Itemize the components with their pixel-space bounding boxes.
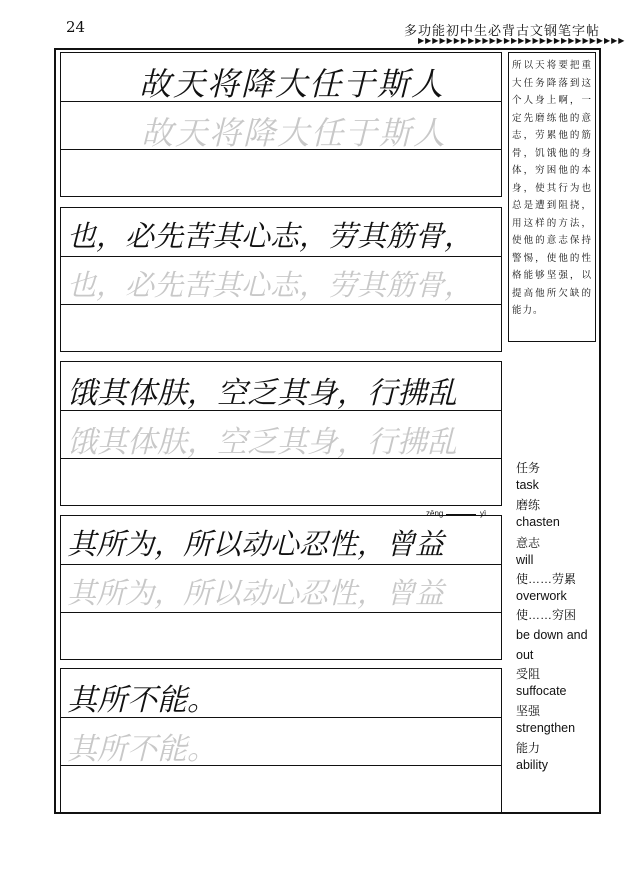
calligraphy-line-5: 其所不能。 [67,683,217,718]
practice-block-2 [60,207,502,352]
pinyin-zeng: zēng [426,509,444,518]
arrow-strip: ▶▶▶▶▶▶▶▶▶▶▶▶▶▶▶▶▶▶▶▶▶▶▶▶▶▶▶▶▶ [418,36,626,45]
practice-row-blank [61,612,501,659]
vocab-en: strengthen [516,721,576,735]
practice-block-4 [60,515,502,660]
vocab-item [516,534,600,567]
vocab-zh: 使……劳累 [516,572,577,586]
practice-row-ghost [61,564,501,612]
calligraphy-line-3: 饿其体肤，空乏其身，行拂乱 [67,376,457,411]
ghost-line-5: 其所不能。 [67,732,217,767]
vocab-item [516,606,600,665]
vocab-item [516,496,600,529]
calligraphy-line-1: 故天将降大任于斯人 [139,65,446,103]
practice-row-blank [61,765,501,812]
vocab-zh: 能力 [516,741,541,755]
ghost-line-3: 饿其体肤，空乏其身，行拂乱 [67,425,457,460]
vocab-item [516,665,600,698]
translation-box [508,52,596,342]
ghost-line-1: 故天将降大任于斯人 [141,114,448,152]
vocab-en: chasten [516,515,560,529]
practice-row-ghost [61,101,501,152]
book-title: 多功能初中生必背古文钢笔字帖 [403,24,600,39]
practice-row-ghost [61,717,501,765]
ghost-line-2: 也，必先苦其心志，劳其筋骨， [67,268,474,302]
practice-row-dark [61,208,501,256]
vocab-zh: 使……穷困 [516,608,577,622]
practice-row-dark [61,669,501,717]
practice-row-dark [61,362,501,410]
translation-text: 所以天将要把重大任务降落到这个人身上啊，一定先磨练他的意志，劳累他的筋骨，饥饿他的身体，穷困他的本身，使其行为也总是遭到阻挠，用这样的方法，使他的意志保持警惕，使他的性格能够坚强，以提高他所欠缺的能力。 [512,60,592,316]
vocab-en: ability [516,758,548,772]
calligraphy-line-2: 也，必先苦其心志，劳其筋骨， [67,219,474,253]
vocab-zh: 任务 [516,461,541,475]
calligraphy-line-4: 其所为，所以动心忍性，曾益 [67,527,445,561]
page-number: 24 [66,18,86,36]
practice-row-blank [61,304,501,351]
practice-block-5 [60,668,502,813]
vocab-en: be down and out [516,628,588,662]
ghost-line-4: 其所为，所以动心忍性，曾益 [67,576,445,610]
vocab-zh: 意志 [516,536,541,550]
vocab-zh: 磨练 [516,498,541,512]
vocab-zh: 坚强 [516,704,541,718]
vocab-item [516,739,600,772]
vocab-item [516,459,600,492]
vocab-item [516,570,600,603]
practice-row-blank [61,458,501,505]
practice-block-1 [60,52,502,197]
practice-row-ghost [61,256,501,304]
vocab-zh: 受阻 [516,667,541,681]
practice-row-dark [61,516,501,564]
pinyin-yi: yì [480,509,487,518]
practice-row-blank [61,149,501,196]
vocab-en: task [516,478,539,492]
vocab-en: suffocate [516,684,567,698]
vocab-item [516,702,600,735]
vocab-en: overwork [516,589,567,603]
practice-row-dark [61,53,501,101]
practice-block-3 [60,361,502,506]
practice-row-ghost [61,410,501,458]
vocab-en: will [516,553,534,567]
